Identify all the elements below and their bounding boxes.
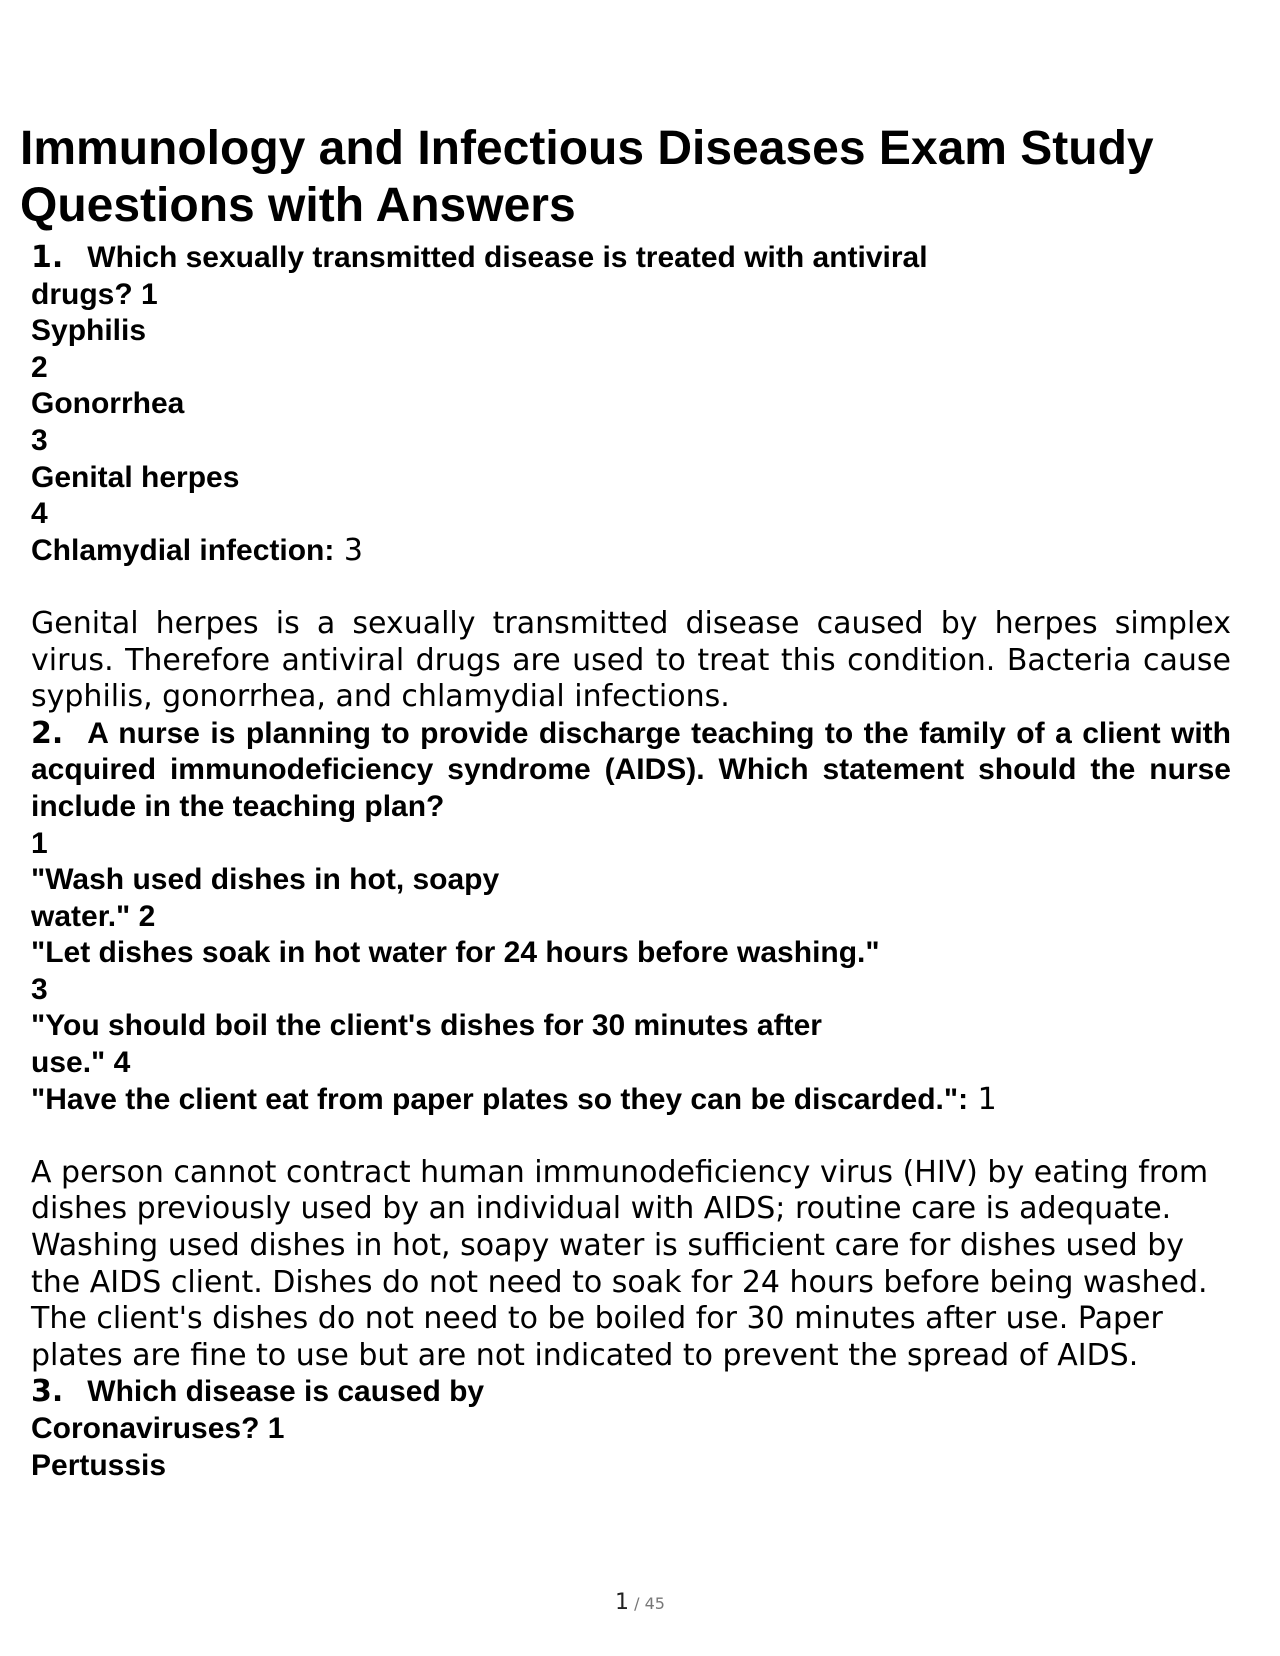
question-2-option-line: use." 4	[31, 1046, 131, 1080]
question-3-stem-line-1	[31, 1374, 1231, 1411]
question-1-number: 1.	[31, 240, 64, 275]
question-2	[31, 716, 1231, 1375]
question-1-option-line: 4	[31, 497, 48, 531]
question-1-option-line: Gonorrhea	[31, 387, 185, 421]
spacer	[31, 1118, 1231, 1155]
question-1-answer: 3	[334, 532, 363, 568]
question-2-explanation: A person cannot contract human immunodeficiency virus (HIV) by eating from dishes previously used by an individual with AIDS; routine care is adequate. Washing used dishes in hot, soapy water is sufficient care for dishes used by the AIDS client. Dishes do not need to soak for 24 hours before being washed. The client's dishes do not need to be boiled for 30 minutes after use. Paper plates are fine to use but are not indicated to prevent the spread of AIDS.	[31, 1154, 1209, 1373]
question-2-option-line: "Wash used dishes in hot, soapy	[31, 863, 500, 897]
question-2-answer: 1	[968, 1081, 997, 1117]
question-2-number: 2.	[31, 715, 64, 751]
question-2-option-line: 1	[31, 826, 48, 860]
question-2-last-option	[31, 1082, 1231, 1119]
question-1-option-line: 3	[31, 423, 48, 457]
question-1-stem-line-1	[31, 240, 1231, 277]
question-3-stem-line-2: Coronaviruses? 1	[31, 1412, 285, 1445]
question-2-stem-text: A nurse is planning to provide discharge teaching to the family of a client with acquired immunodeficiency syndrome (AIDS). Which statement should the nurse include in the teaching plan?	[31, 716, 1231, 823]
document-title: Immunology and Infectious Diseases Exam Study Questions with Answers	[20, 122, 1154, 232]
question-2-option-line: "You should boil the client's dishes for 30 minutes after	[31, 1009, 822, 1043]
document-content	[31, 240, 1231, 1484]
question-3-stem-text: Which disease is caused by	[87, 1375, 485, 1409]
question-1-option-line: Syphilis	[31, 314, 147, 348]
question-1-stem-text: Which sexually transmitted disease is treated with antiviral	[87, 241, 928, 274]
question-3	[31, 1374, 1231, 1484]
page-number-indicator	[0, 1590, 1280, 1615]
question-1-option-line: Genital herpes	[31, 460, 240, 494]
question-1-last-option-text: Chlamydial infection:	[31, 533, 335, 567]
question-2-option-line: water." 2	[31, 899, 156, 933]
question-2-option-line: 3	[31, 972, 48, 1006]
question-3-option-line: Pertussis	[31, 1448, 167, 1482]
question-1-stem-line-2: drugs? 1	[31, 277, 158, 311]
current-page-number: 1	[615, 1590, 630, 1615]
question-1-last-option	[31, 533, 1231, 570]
question-2-option-line: "Let dishes soak in hot water for 24 hours before washing."	[31, 936, 880, 970]
question-3-number: 3.	[31, 1374, 64, 1410]
question-2-stem	[31, 716, 1231, 826]
question-1-explanation: Genital herpes is a sexually transmitted disease caused by herpes simplex virus. Therefore antiviral drugs are used to treat this condition. Bacteria cause syphilis, gonorrhea, and chlamydial infections.	[31, 605, 1231, 715]
question-2-last-option-text: "Have the client eat from paper plates so they can be discarded.":	[31, 1082, 969, 1116]
question-1	[31, 240, 1231, 716]
total-page-count: / 45	[629, 1594, 665, 1613]
spacer	[31, 569, 1231, 606]
question-1-option-line: 2	[31, 350, 48, 384]
